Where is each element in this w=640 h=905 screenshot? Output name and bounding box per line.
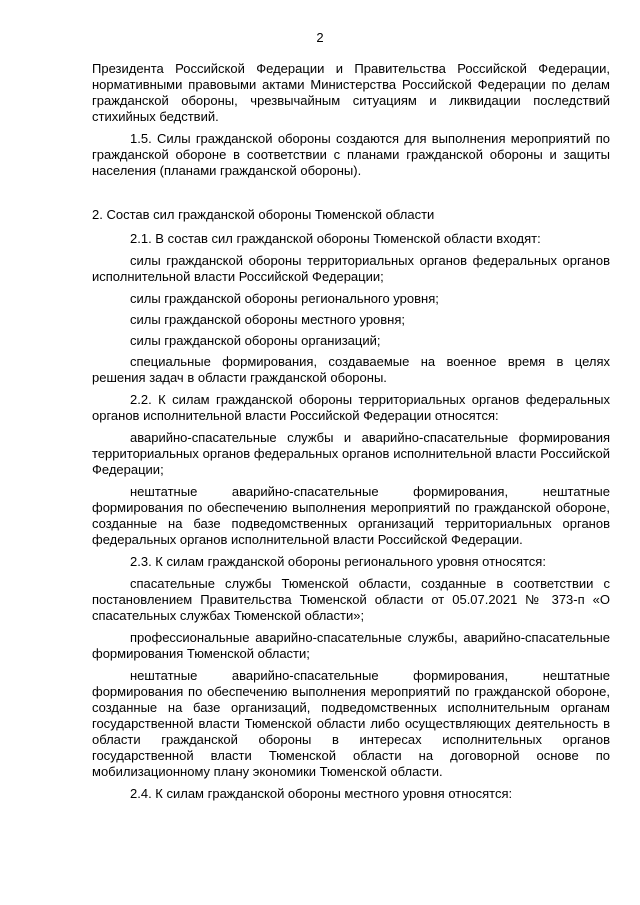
- paragraph-2-2: 2.2. К силам гражданской обороны территориальных органов федеральных органов исполнительной власти Российской Федерации относятся:: [92, 392, 610, 423]
- paragraph-continuation: Президента Российской Федерации и Правительства Российской Федерации, нормативными правовыми актами Министерства Российской Федерации по делам гражданской обороны, чрезвычайным ситуациям и ликвидации последствий стихийных бедствий.: [92, 61, 610, 124]
- page-number: 2: [316, 30, 324, 45]
- paragraph-2-4: 2.4. К силам гражданской обороны местного уровня относятся:: [130, 786, 513, 801]
- list-item-nonstaff-formations-federal: нештатные аварийно-спасательные формирования, нештатные формирования по обеспечению выполнения мероприятий по гражданской обороне, созданные на базе подведомственных организаций территориальных органов федеральных органов исполнительной власти Российской Федерации.: [92, 484, 610, 547]
- list-item-rescue-services-tyumen: спасательные службы Тюменской области, созданные в соответствии с постановлением Правительства Тюменской области от 05.07.2021 № 373-п «О спасательных службах Тюменской области»;: [92, 576, 610, 623]
- list-item-local-forces: силы гражданской обороны местного уровня;: [130, 312, 406, 327]
- list-item-federal-forces: силы гражданской обороны территориальных органов федеральных органов исполнительной власти Российской Федерации;: [92, 253, 610, 284]
- list-item-special-formations: специальные формирования, создаваемые на военное время в целях решения задач в области гражданской обороны.: [92, 354, 610, 385]
- list-item-regional-forces: силы гражданской обороны регионального уровня;: [130, 291, 439, 306]
- list-item-organization-forces: силы гражданской обороны организаций;: [130, 333, 381, 348]
- list-item-professional-services: профессиональные аварийно-спасательные службы, аварийно-спасательные формирования Тюменской области;: [92, 630, 610, 661]
- list-item-nonstaff-formations-regional: нештатные аварийно-спасательные формирования, нештатные формирования по обеспечению выполнения мероприятий по гражданской обороне, созданные на базе организаций, подведомственных исполнительным органам государственной власти Тюменской области либо осуществляющих деятельность в области гражданской обороны в интересах исполнительных органов государственной власти Тюменской области на договорной основе по мобилизационному плану экономики Тюменской области.: [92, 668, 610, 779]
- paragraph-2-3: 2.3. К силам гражданской обороны регионального уровня относятся:: [130, 554, 546, 569]
- list-item-rescue-services-federal: аварийно-спасательные службы и аварийно-спасательные формирования территориальных органов федеральных органов исполнительной власти Российской Федерации;: [92, 430, 610, 477]
- paragraph-1-5: 1.5. Силы гражданской обороны создаются для выполнения мероприятий по гражданской обороне в соответствии с планами гражданской обороны и защиты населения (планами гражданской обороны).: [92, 131, 610, 178]
- paragraph-2-1: 2.1. В состав сил гражданской обороны Тюменской области входят:: [130, 231, 541, 246]
- section-heading-2: 2. Состав сил гражданской обороны Тюменской области: [92, 207, 435, 222]
- document-body: [92, 61, 610, 808]
